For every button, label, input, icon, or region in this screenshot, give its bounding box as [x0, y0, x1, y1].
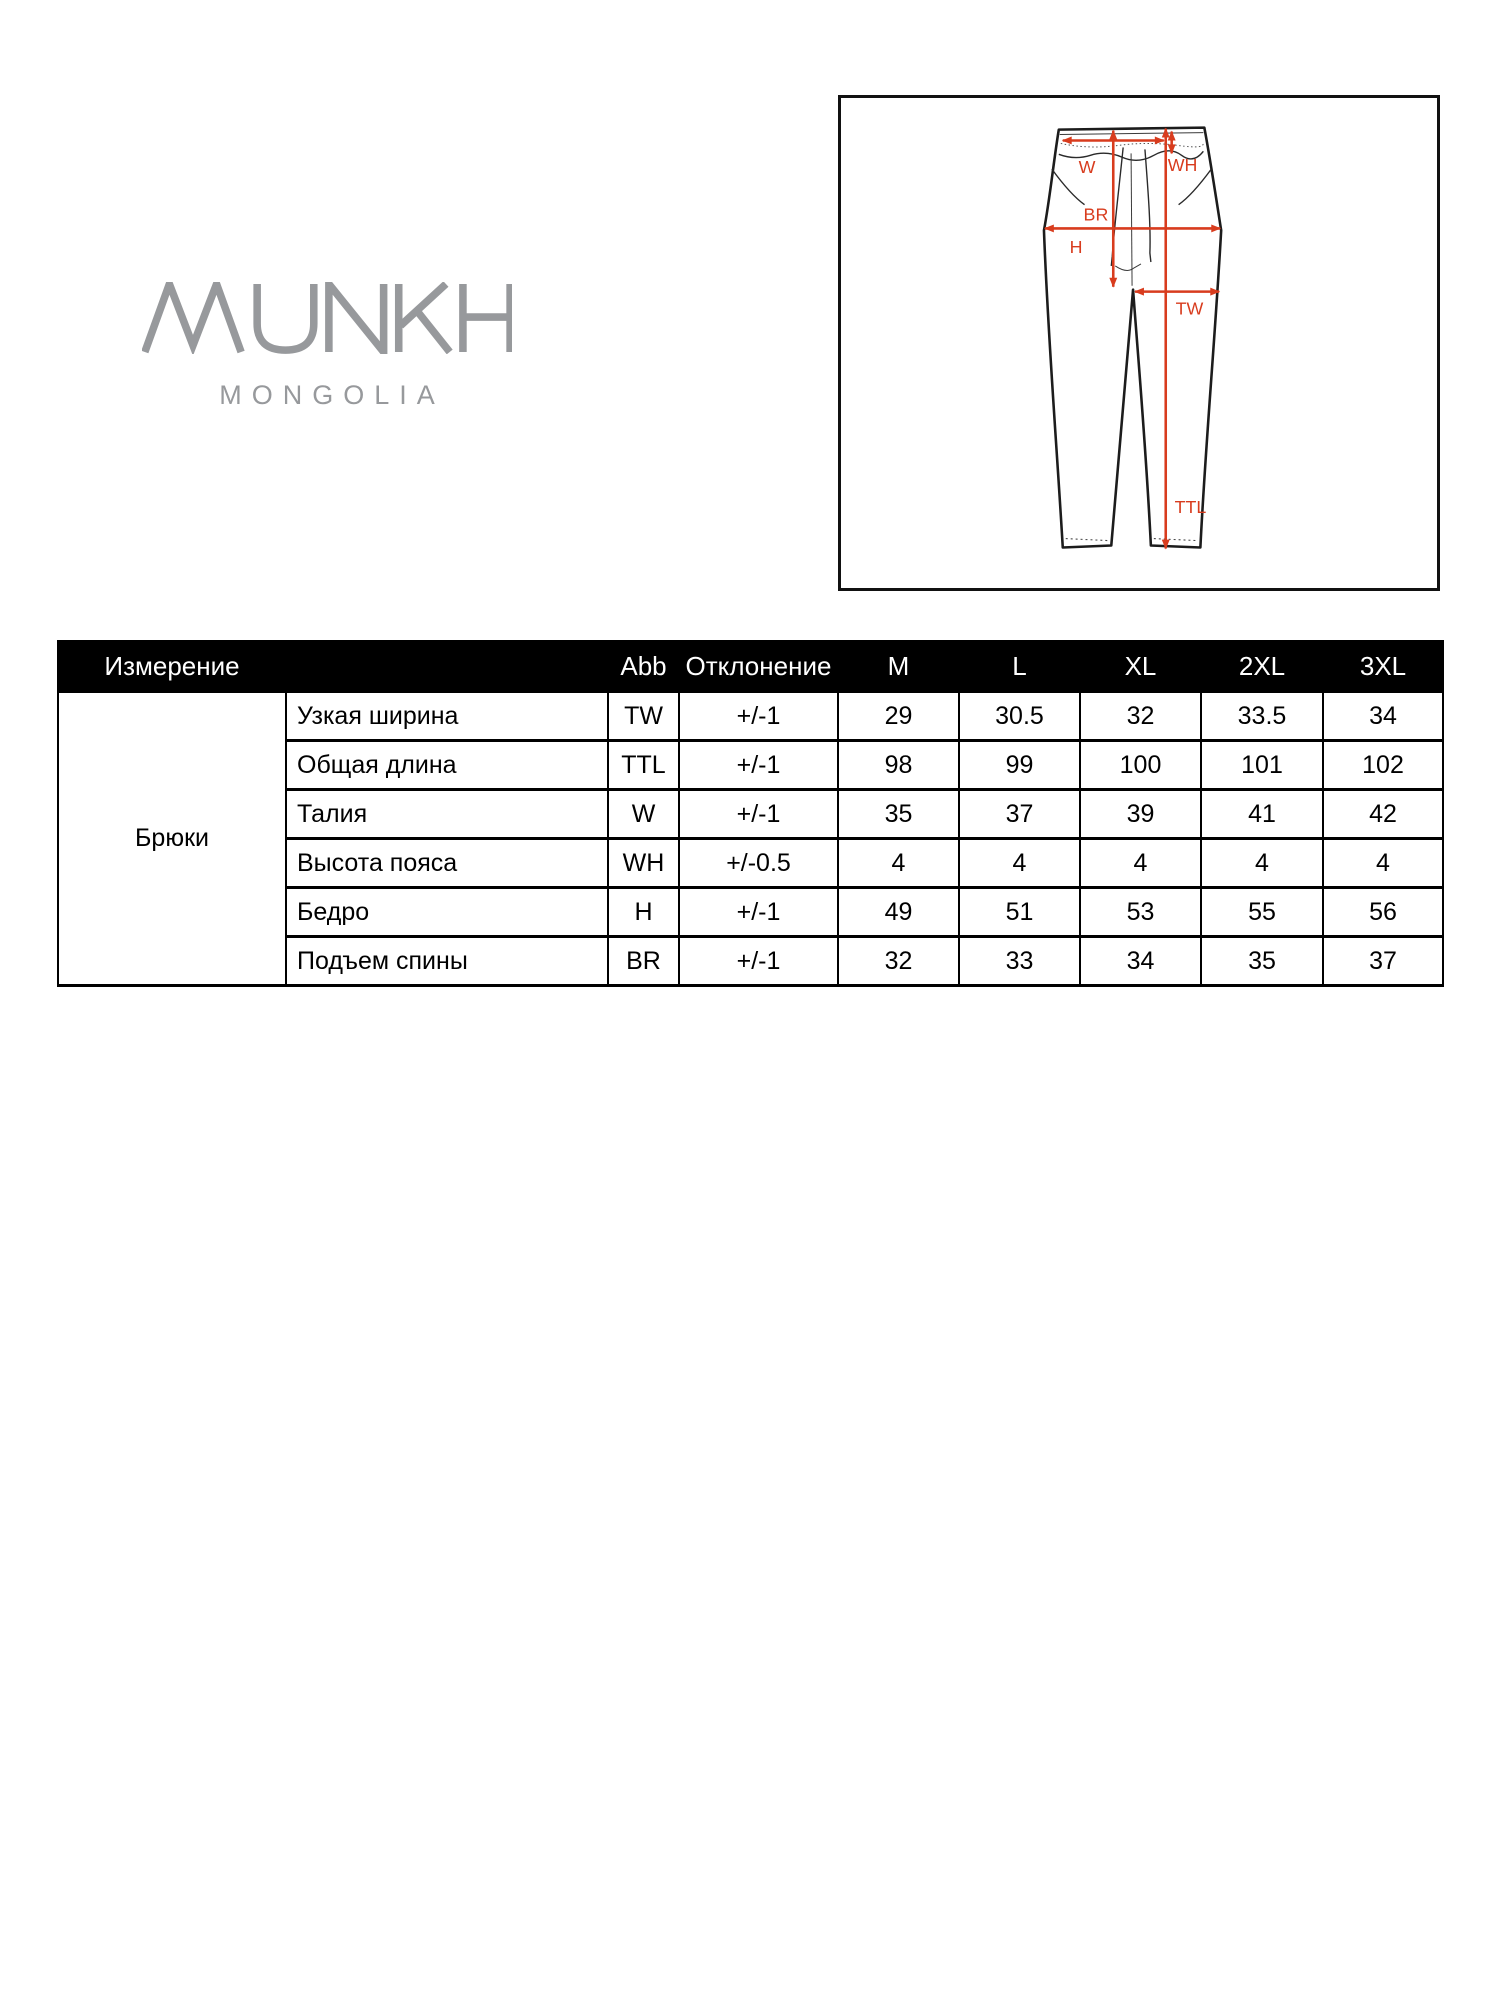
header-size-xl: XL [1080, 642, 1201, 692]
size-value-cell: 33.5 [1201, 692, 1323, 741]
munkh-wordmark-icon [142, 282, 512, 354]
measurement-name-cell: Узкая ширина [286, 692, 608, 741]
size-value-cell: 29 [838, 692, 959, 741]
logo-letter-u [257, 284, 314, 350]
logo-letter-n [329, 284, 384, 352]
measurement-name-cell: Талия [286, 790, 608, 839]
header-measurement: Измерение [58, 642, 286, 692]
size-value-cell: 33 [959, 937, 1080, 986]
size-table [57, 640, 1444, 987]
total-length-label: TTL [1174, 496, 1207, 517]
size-value-cell: 100 [1080, 741, 1201, 790]
size-value-cell: 99 [959, 741, 1080, 790]
size-value-cell: 4 [838, 839, 959, 888]
table-row [58, 692, 1443, 741]
size-value-cell: 4 [1201, 839, 1323, 888]
deviation-cell: +/-1 [679, 937, 838, 986]
deviation-cell: +/-1 [679, 741, 838, 790]
abb-cell: W [608, 790, 679, 839]
measurement-name-cell: Подъем спины [286, 937, 608, 986]
logo-subtitle: MONGOLIA [219, 380, 445, 410]
size-value-cell: 98 [838, 741, 959, 790]
size-value-cell: 34 [1323, 692, 1443, 741]
thigh-width-label: TW [1175, 298, 1204, 319]
header-abb: Abb [608, 642, 679, 692]
header-deviation: Отклонение [679, 642, 838, 692]
size-value-cell: 39 [1080, 790, 1201, 839]
product-group-cell: Брюки [58, 692, 286, 986]
size-value-cell: 101 [1201, 741, 1323, 790]
abb-cell: BR [608, 937, 679, 986]
abb-cell: TW [608, 692, 679, 741]
size-value-cell: 32 [1080, 692, 1201, 741]
size-value-cell: 35 [838, 790, 959, 839]
size-value-cell: 53 [1080, 888, 1201, 937]
abb-cell: TTL [608, 741, 679, 790]
size-value-cell: 32 [838, 937, 959, 986]
waistband-height-label: WH [1167, 155, 1198, 176]
size-value-cell: 42 [1323, 790, 1443, 839]
size-value-cell: 30.5 [959, 692, 1080, 741]
header-measurement-spacer [286, 642, 608, 692]
size-value-cell: 34 [1080, 937, 1201, 986]
logo-letter-m [145, 284, 241, 352]
size-value-cell: 37 [959, 790, 1080, 839]
waist-label: W [1078, 157, 1096, 178]
deviation-cell: +/-1 [679, 888, 838, 937]
back-rise-label: BR [1083, 204, 1109, 225]
size-value-cell: 4 [959, 839, 1080, 888]
size-value-cell: 51 [959, 888, 1080, 937]
size-value-cell: 37 [1323, 937, 1443, 986]
brand-logo [142, 282, 512, 411]
deviation-cell: +/-1 [679, 790, 838, 839]
size-value-cell: 41 [1201, 790, 1323, 839]
deviation-cell: +/-0.5 [679, 839, 838, 888]
header-size-3xl: 3XL [1323, 642, 1443, 692]
size-value-cell: 55 [1201, 888, 1323, 937]
measurement-name-cell: Общая длина [286, 741, 608, 790]
size-diagram-panel [838, 95, 1440, 591]
abb-cell: H [608, 888, 679, 937]
size-value-cell: 49 [838, 888, 959, 937]
header-size-m: M [838, 642, 959, 692]
measurement-name-cell: Бедро [286, 888, 608, 937]
size-value-cell: 56 [1323, 888, 1443, 937]
size-value-cell: 4 [1323, 839, 1443, 888]
abb-cell: WH [608, 839, 679, 888]
logo-letter-h [463, 284, 510, 352]
measurement-name-cell: Высота пояса [286, 839, 608, 888]
table-header-row [58, 642, 1443, 692]
header-size-l: L [959, 642, 1080, 692]
deviation-cell: +/-1 [679, 692, 838, 741]
pants-diagram-icon [841, 98, 1437, 588]
size-value-cell: 4 [1080, 839, 1201, 888]
hip-label: H [1069, 237, 1083, 258]
size-value-cell: 35 [1201, 937, 1323, 986]
logo-letter-k [399, 284, 450, 352]
size-value-cell: 102 [1323, 741, 1443, 790]
header-size-2xl: 2XL [1201, 642, 1323, 692]
